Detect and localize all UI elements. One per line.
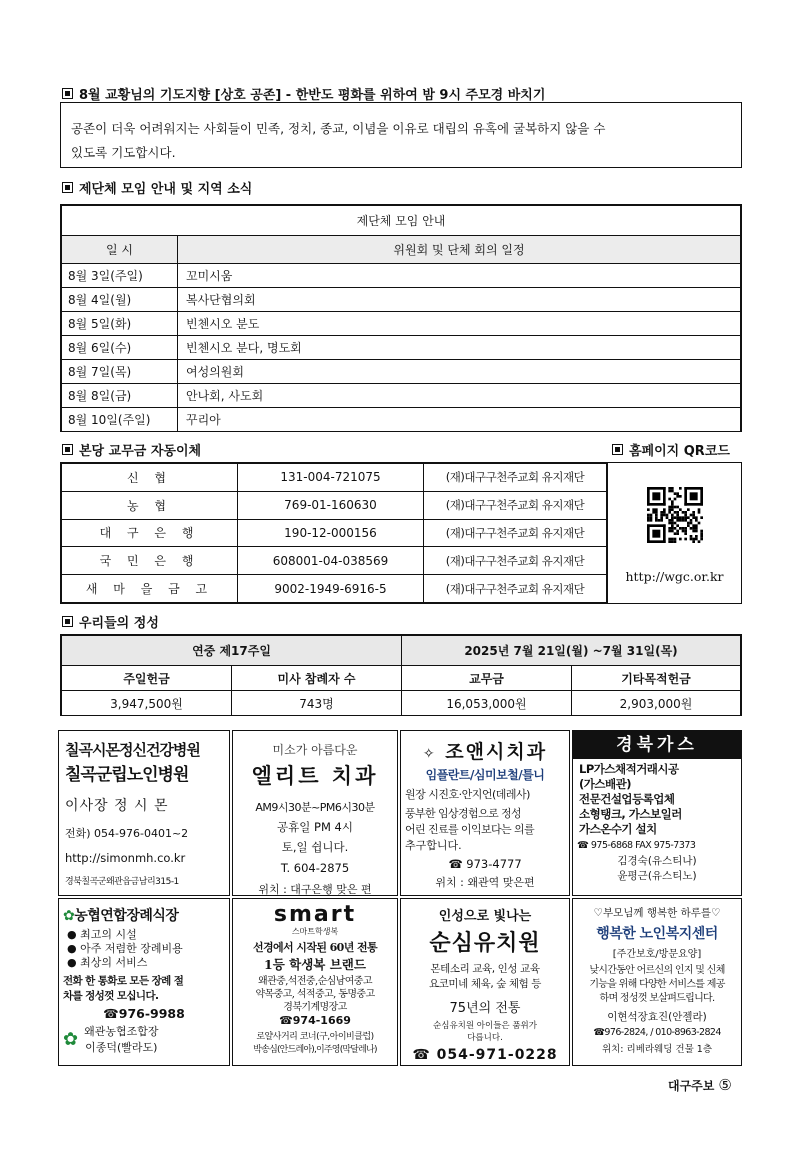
- smart-schools: 왜관중,석전중,순심남여중고: [258, 976, 372, 987]
- bank-name: 신 협: [62, 464, 238, 492]
- meeting-row: [62, 312, 741, 336]
- ad-funeral[interactable]: [58, 898, 230, 1066]
- funeral-desc1: 전화 한 통화로 모든 장례 절: [63, 975, 184, 987]
- col-date-header: 일 시: [62, 236, 178, 264]
- meeting-date: 8월 7일(목): [62, 360, 178, 384]
- gas-phone: ☎ 975-6868 FAX 975-7373: [577, 840, 696, 851]
- dental1-lunch: 공휴일 PM 4시: [277, 820, 353, 834]
- ad-smart-uniform[interactable]: [232, 898, 398, 1066]
- prayer-text-line2: 있도록 기도합시다.: [71, 145, 176, 160]
- kinder-note2: 다릅니다.: [467, 1033, 503, 1043]
- smart-schools: 경북기계명장고: [283, 1002, 347, 1013]
- kinder-name: 순심유치원: [429, 931, 541, 956]
- dental2-location: 위치 : 왜관역 맞은편: [435, 876, 535, 889]
- offering-value: 3,947,500원: [62, 691, 232, 716]
- funeral-name: ✿농협연합장례식장: [63, 908, 179, 924]
- dental1-slogan: 미소가 아름다운: [272, 743, 358, 757]
- bank-row: [62, 464, 607, 492]
- senior-slogan: ♡부모님께 행복한 하루를♡: [593, 907, 721, 919]
- meeting-event: 빈첸시오 분도: [178, 312, 741, 336]
- dental1-closed: 토,일 쉽니다.: [281, 840, 349, 854]
- smart-sub: 스마트학생복: [291, 927, 339, 936]
- meeting-event: 빈첸시오 분다, 명도회: [178, 336, 741, 360]
- smart-schools: 약목중고, 석적중고, 동명중고: [255, 989, 375, 1000]
- meeting-date: 8월 6일(수): [62, 336, 178, 360]
- ad-senior-center[interactable]: [572, 898, 742, 1066]
- bank-row: [62, 519, 607, 547]
- qr-box: [608, 462, 742, 604]
- funeral-desc2: 차를 정성껏 모십니다.: [63, 990, 159, 1002]
- offering-header: 주일헌금: [62, 666, 232, 691]
- meetings-table-box: [60, 204, 742, 432]
- smart-phone: ☎974-1669: [279, 1014, 351, 1027]
- offering-week: 연중 제17주일: [62, 636, 402, 666]
- meeting-date: 8월 4일(월): [62, 288, 178, 312]
- meeting-event: 꾸리아: [178, 408, 741, 432]
- hospital-address: 경북칠곡군왜관읍금남리315-1: [65, 877, 179, 887]
- meeting-row: [62, 384, 741, 408]
- meeting-date: 8월 3일(주일): [62, 264, 178, 288]
- dental1-location: 위치 : 대구은행 맞은 편: [258, 883, 372, 896]
- dental1-hours: AM9시30분~PM6시30분: [255, 801, 375, 814]
- smart-owner: 박송심(안드레아),이주영(막달레나): [253, 1045, 377, 1055]
- senior-director: 이현석장효진(안젤라): [607, 1011, 707, 1023]
- meeting-row: [62, 408, 741, 432]
- bank-name: 새 마 을 금 고: [62, 575, 238, 603]
- gas-line5: 가스온수기 설치: [579, 822, 657, 836]
- dental2-name: ✧ 조앤시치과: [422, 741, 548, 763]
- bank-account: 769-01-160630: [238, 491, 424, 519]
- funeral-benefit: ● 최상의 서비스: [67, 956, 148, 969]
- kinder-desc1: 몬테소리 교육, 인성 교육: [430, 963, 540, 975]
- bank-section-title: 본당 교무금 자동이체: [62, 440, 201, 459]
- gas-owner1: 김경숙(유스티나): [617, 855, 697, 867]
- ad-gas[interactable]: [572, 730, 742, 896]
- smart-line1: 선경에서 시작된 60년 전통: [252, 941, 378, 954]
- meetings-section-title: 제단체 모임 안내 및 지역 소식: [62, 178, 252, 197]
- dental2-services: 임플란트/심미보철/틀니: [425, 768, 545, 782]
- bank-holder: (재)대구구천주교회 유지재단: [424, 491, 607, 519]
- offering-value: 743명: [232, 691, 402, 716]
- meeting-row: [62, 288, 741, 312]
- bank-holder: (재)대구구천주교회 유지재단: [424, 575, 607, 603]
- nonghyup-logo-icon: ✿: [63, 908, 75, 924]
- funeral-benefit: ● 아주 저렴한 장례비용: [67, 942, 183, 955]
- bank-account: 131-004-721075: [238, 464, 424, 492]
- senior-desc: 낮시간동안 어르신의 인지 및 신체: [589, 965, 725, 976]
- offering-value: 16,053,000원: [402, 691, 572, 716]
- dental1-name: 엘리트 치과: [251, 764, 379, 788]
- offering-header: 미사 참례자 수: [232, 666, 402, 691]
- prayer-box: [60, 102, 742, 168]
- dental2-desc1: 풍부한 임상경험으로 정성: [405, 807, 522, 820]
- hospital-name1: 칠곡시몬정신건강병원: [65, 741, 200, 759]
- ad-kindergarten[interactable]: [400, 898, 570, 1066]
- prayer-text-line1: 공존이 더욱 어려워지는 사회들이 민족, 정치, 종교, 이념을 이유로 대립의 유혹에 굴복하지 않을 수: [71, 121, 606, 136]
- meeting-date: 8월 8일(금): [62, 384, 178, 408]
- funeral-org: 왜관농협조합장: [84, 1025, 159, 1038]
- meeting-date: 8월 5일(화): [62, 312, 178, 336]
- funeral-benefit: ● 최고의 시설: [67, 928, 137, 941]
- ad-hospital[interactable]: [58, 730, 230, 896]
- kinder-slogan: 인성으로 빛나는: [438, 909, 532, 924]
- gas-owner2: 윤평근(유스티노): [617, 870, 697, 882]
- gas-line4: 소형탱크, 가스보일러: [579, 807, 682, 821]
- offering-table-box: [60, 634, 742, 716]
- square-bullet-icon: [612, 444, 623, 455]
- offering-table: [61, 635, 741, 716]
- smart-logo: smart: [273, 902, 357, 927]
- senior-desc: 하며 정성껏 보살펴드립니다.: [599, 993, 715, 1004]
- hospital-name2: 칠곡군립노인병원: [65, 765, 189, 785]
- kinder-desc2: 요코미네 체육, 숲 체험 등: [428, 978, 542, 990]
- bank-account: 608001-04-038569: [238, 547, 424, 575]
- meeting-event: 꼬미시움: [178, 264, 741, 288]
- ad-dental-elite[interactable]: [232, 730, 398, 896]
- square-bullet-icon: [62, 444, 73, 455]
- qr-url[interactable]: http://wgc.or.kr: [625, 569, 724, 584]
- meeting-event: 복사단협의회: [178, 288, 741, 312]
- offering-section-title: 우리들의 정성: [62, 612, 159, 631]
- senior-location: 위치: 리베라웨딩 건물 1층: [601, 1044, 713, 1055]
- meeting-row: [62, 264, 741, 288]
- kinder-phone: ☎ 054-971-0228: [412, 1047, 558, 1063]
- bank-row: [62, 575, 607, 603]
- publication-name: 대구주보: [668, 1078, 715, 1093]
- hospital-director: 이사장 정 시 몬: [65, 798, 169, 814]
- meetings-table-title: 제단체 모임 안내: [62, 206, 741, 236]
- senior-desc: 기능을 위해 다양한 서비스를 제공: [589, 979, 725, 990]
- smart-addr: 로얄사거리 코너(구,아이비클럽): [256, 1032, 374, 1042]
- senior-phone: ☎976-2824, / 010-8963-2824: [593, 1027, 721, 1038]
- square-bullet-icon: [62, 88, 73, 99]
- dental2-desc2: 어린 진료를 이익보다는 의를: [405, 823, 535, 836]
- bank-table-box: [60, 462, 608, 604]
- dental2-desc3: 추구합니다.: [405, 839, 462, 852]
- meeting-row: [62, 336, 741, 360]
- gas-line1: LP가스채적거래시공: [579, 762, 679, 776]
- meeting-event: 안나회, 사도회: [178, 384, 741, 408]
- meeting-row: [62, 360, 741, 384]
- funeral-phone: ☎976-9988: [103, 1006, 185, 1021]
- bank-holder: (재)대구구천주교회 유지재단: [424, 547, 607, 575]
- offering-period: 2025년 7월 21일(월) ~7월 31일(목): [402, 636, 741, 666]
- bank-holder: (재)대구구천주교회 유지재단: [424, 519, 607, 547]
- offering-header: 기타목적헌금: [572, 666, 741, 691]
- offering-header: 교무금: [402, 666, 572, 691]
- bank-account: 190-12-000156: [238, 519, 424, 547]
- funeral-person: 이종덕(빨라도): [85, 1041, 158, 1054]
- offering-value: 2,903,000원: [572, 691, 741, 716]
- dental2-phone: ☎ 973-4777: [448, 857, 522, 871]
- bank-name: 대 구 은 행: [62, 519, 238, 547]
- dental1-phone: T. 604-2875: [280, 861, 350, 875]
- dental2-doctors: 원장 시진호·안지언(데레사): [405, 788, 530, 801]
- meeting-event: 여성의원회: [178, 360, 741, 384]
- bank-row: [62, 491, 607, 519]
- smart-line2: 1등 학생복 브랜드: [264, 957, 366, 972]
- tooth-icon: ✧: [422, 746, 437, 762]
- gas-name: 경북가스: [573, 731, 741, 759]
- bank-account: 9002-1949-6916-5: [238, 575, 424, 603]
- ad-dental-joan[interactable]: [400, 730, 570, 896]
- kinder-history: 75년의 전통: [449, 1001, 521, 1016]
- page-footer: [668, 1076, 732, 1094]
- hospital-url[interactable]: http://simonmh.co.kr: [65, 851, 186, 865]
- bank-name: 국 민 은 행: [62, 547, 238, 575]
- hospital-phone: 전화) 054-976-0401~2: [65, 827, 189, 840]
- page-number: ⑤: [718, 1076, 732, 1094]
- bank-name: 농 협: [62, 491, 238, 519]
- col-event-header: 위원회 및 단체 회의 일정: [178, 236, 741, 264]
- senior-type: [주간보호/방문요양]: [612, 949, 702, 960]
- gas-line2: (가스배관): [579, 777, 631, 791]
- nonghyup-logo-icon: ✿: [63, 1028, 79, 1050]
- square-bullet-icon: [62, 616, 73, 627]
- bank-row: [62, 547, 607, 575]
- qr-section-title: 홈페이지 QR코드: [612, 440, 730, 459]
- prayer-section-title: 8월 교황님의 기도지향 [상호 공존] - 한반도 평화를 위하여 밤 9시 주모경 바치기: [62, 84, 545, 103]
- square-bullet-icon: [62, 182, 73, 193]
- qr-code-icon[interactable]: [647, 487, 703, 543]
- bank-holder: (재)대구구천주교회 유지재단: [424, 464, 607, 492]
- senior-name: 행복한 노인복지센터: [596, 926, 718, 942]
- gas-line3: 전문건설업등록업체: [579, 792, 675, 806]
- kinder-note1: 순심유치원 아이들은 품위가: [433, 1021, 537, 1031]
- meeting-date: 8월 10일(주일): [62, 408, 178, 432]
- meetings-table: [61, 205, 741, 432]
- bank-table: [61, 463, 607, 603]
